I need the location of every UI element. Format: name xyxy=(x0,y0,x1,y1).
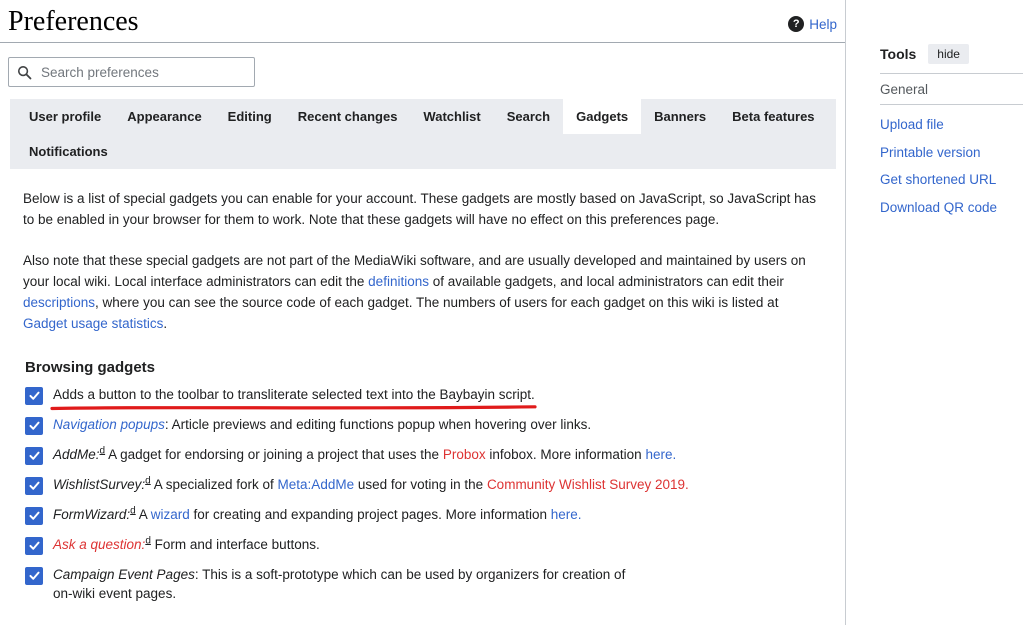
get-shortened-url-link[interactable]: Get shortened URL xyxy=(880,172,997,187)
gadget-name: FormWizard: xyxy=(53,506,131,522)
ask-a-question-checkbox[interactable] xyxy=(25,537,43,555)
wizard-link[interactable]: wizard xyxy=(150,506,190,522)
doc-superscript-link[interactable]: d xyxy=(145,475,151,487)
gadget-text: infobox. More information xyxy=(485,446,646,462)
tools-sidebar xyxy=(846,0,1023,625)
doc-superscript-link[interactable]: d xyxy=(99,445,106,457)
gadget-row-ask-a-question xyxy=(25,536,817,555)
descriptions-link[interactable]: descriptions xyxy=(23,294,96,310)
printable-version-link[interactable]: Printable version xyxy=(880,144,981,160)
hide-button[interactable]: hide xyxy=(928,44,969,64)
tab-editing[interactable]: Editing xyxy=(227,109,272,125)
gadget-label xyxy=(53,446,676,465)
gadget-text: : Article previews and editing functions popup when hovering over links. xyxy=(164,416,592,432)
download-qr-code-link[interactable]: Download QR code xyxy=(880,199,998,215)
search-box[interactable] xyxy=(8,57,255,87)
gadget-row-campaign-event-pages xyxy=(25,566,817,604)
gadget-row-formwizard xyxy=(25,506,817,525)
gadget-label xyxy=(53,506,582,525)
gadget-row-wishlistsurvey xyxy=(25,476,817,495)
gadget-label xyxy=(53,416,591,435)
community-wishlist-survey-link[interactable]: Community Wishlist Survey 2019. xyxy=(486,476,689,492)
intro-p2-text: , where you can see the source code of each gadget. The numbers of users for each gadget on this wiki is listed at xyxy=(95,294,779,310)
gadget-usage-statistics-link[interactable]: Gadget usage statistics xyxy=(23,315,164,331)
addme-checkbox[interactable] xyxy=(25,447,43,465)
red-underline-annotation xyxy=(50,403,538,412)
gadget-row-baybayin xyxy=(25,386,817,405)
gadgets-panel xyxy=(0,189,845,603)
tools-title: Tools xyxy=(880,46,917,62)
help-icon: ? xyxy=(788,16,804,32)
sidebar-links xyxy=(880,117,1023,215)
meta-addme-link[interactable]: Meta:AddMe xyxy=(277,476,355,492)
gadget-label xyxy=(53,386,535,405)
tab-banners[interactable]: Banners xyxy=(654,109,707,125)
formwizard-here-link[interactable]: here. xyxy=(550,506,582,522)
gadget-text: A gadget for endorsing or joining a project that uses the xyxy=(105,446,443,462)
gadget-label xyxy=(53,536,320,555)
gadget-text: A xyxy=(135,506,151,522)
gadget-row-navigation-popups xyxy=(25,416,817,435)
addme-here-link[interactable]: here. xyxy=(645,446,677,462)
gadget-label xyxy=(53,476,689,495)
intro-p2-text: of available gadgets, and local administrators can edit their xyxy=(428,273,784,289)
tab-search[interactable]: Search xyxy=(506,109,551,125)
intro-paragraph-1: Below is a list of special gadgets you can enable for your account. These gadgets are mostly based on JavaScript, so JavaScript has to be enabled in your browser for them to work. Note that these gadgets will have no effect on this preferences page. xyxy=(23,191,816,228)
tab-beta-features[interactable]: Beta features xyxy=(732,109,815,125)
tab-notifications[interactable]: Notifications xyxy=(29,144,108,160)
definitions-link[interactable]: definitions xyxy=(368,273,429,289)
gadget-row-addme xyxy=(25,446,817,465)
intro-p2-text: Also note that these special gadgets are not part of the MediaWiki software, and are usually developed and maintained by users on your local wiki. Local interface administrators can edit the xyxy=(23,253,806,289)
help-label: Help xyxy=(809,16,837,32)
baybayin-checkbox[interactable] xyxy=(25,387,43,405)
ask-a-question-link[interactable]: Ask a question: xyxy=(53,536,146,552)
gadget-text: Adds a button to the toolbar to transliterate selected text into the Baybayin script. xyxy=(53,386,535,402)
gadget-text: used for voting in the xyxy=(354,476,487,492)
wishlistsurvey-checkbox[interactable] xyxy=(25,477,43,495)
gadget-text: A specialized fork of xyxy=(150,476,278,492)
tab-user-profile[interactable]: User profile xyxy=(29,109,102,125)
help-link[interactable] xyxy=(788,16,837,32)
doc-superscript-link[interactable]: d xyxy=(130,505,136,517)
upload-file-link[interactable]: Upload file xyxy=(880,117,944,132)
page-header xyxy=(0,0,845,43)
general-group-label: General xyxy=(880,74,1023,105)
tab-recent-changes[interactable]: Recent changes xyxy=(297,109,398,125)
search-input[interactable] xyxy=(39,64,246,81)
doc-superscript-link[interactable]: d xyxy=(145,535,151,547)
tab-watchlist[interactable]: Watchlist xyxy=(423,109,481,125)
navigation-popups-checkbox[interactable] xyxy=(25,417,43,435)
intro-p2-text: . xyxy=(163,315,168,331)
gadget-name: AddMe: xyxy=(53,446,100,462)
formwizard-checkbox[interactable] xyxy=(25,507,43,525)
gadget-text: : This is a soft-prototype which can be used by organizers for creation of on-wiki event pages. xyxy=(53,566,626,601)
tab-row-2 xyxy=(16,134,830,169)
gadget-name: WishlistSurvey: xyxy=(53,476,146,492)
browsing-gadgets-heading: Browsing gadgets xyxy=(25,358,156,376)
tab-row-1 xyxy=(16,99,830,134)
search-icon xyxy=(17,65,32,80)
tab-appearance[interactable]: Appearance xyxy=(127,109,202,125)
gadget-text: for creating and expanding project pages. More information xyxy=(189,506,551,522)
gadget-label xyxy=(53,566,627,604)
campaign-event-pages-checkbox[interactable] xyxy=(25,567,43,585)
gadget-text: Form and interface buttons. xyxy=(150,536,320,552)
page-title: Preferences xyxy=(8,6,139,37)
navigation-popups-link[interactable]: Navigation popups xyxy=(53,416,165,432)
gadget-name: Campaign Event Pages xyxy=(53,566,195,582)
tab-gadgets[interactable]: Gadgets xyxy=(563,99,641,134)
tools-header xyxy=(880,44,1023,74)
probox-link[interactable]: Probox xyxy=(442,446,486,462)
preferences-tabbar xyxy=(10,99,836,169)
intro-paragraph-2 xyxy=(23,251,817,335)
